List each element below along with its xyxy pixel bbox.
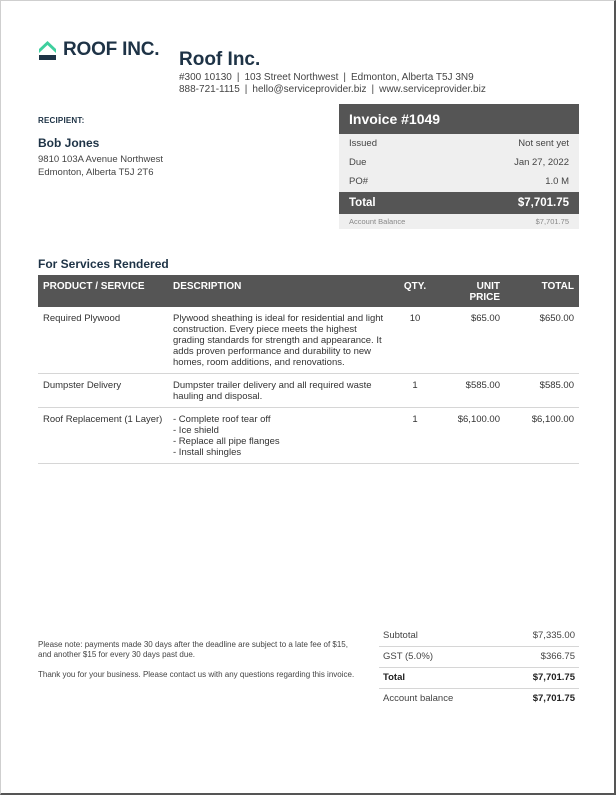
- row-unit-price: $6,100.00: [440, 408, 505, 464]
- invoice-total-label: Total: [349, 197, 376, 209]
- row-qty: 1: [390, 374, 440, 408]
- due-value: Jan 27, 2022: [514, 157, 569, 168]
- gst-value: $366.75: [540, 651, 575, 662]
- header-product: PRODUCT / SERVICE: [38, 275, 168, 307]
- row-product: Roof Replacement (1 Layer): [38, 408, 168, 464]
- description-item: - Replace all pipe flanges: [173, 436, 280, 447]
- company-email: hello@serviceprovider.biz: [252, 84, 367, 95]
- row-product: Required Plywood: [38, 307, 168, 374]
- totals-block: [379, 626, 579, 710]
- account-balance-row: [379, 689, 579, 710]
- company-name: Roof Inc.: [179, 49, 261, 70]
- description-item: - Complete roof tear off: [173, 414, 271, 425]
- company-phone: 888-721-1115: [179, 84, 240, 95]
- separator: |: [343, 72, 346, 83]
- recipient-address: [38, 153, 163, 179]
- row-total: $650.00: [505, 307, 579, 374]
- house-icon: [38, 40, 57, 60]
- separator: |: [236, 72, 240, 83]
- company-info: [179, 50, 486, 96]
- gst-row: [379, 647, 579, 668]
- recipient-name: Bob Jones: [38, 136, 100, 150]
- row-description: Plywood sheathing is ideal for residential and light construction. Every piece meets the highest grading standards for strength and appearance. It adds proven performance and durability to new homes, room additions, and renovations.: [168, 307, 390, 374]
- header-unit-price: [440, 275, 505, 307]
- invoice-balance-label: Account Balance: [349, 217, 406, 226]
- row-total: $6,100.00: [505, 408, 579, 464]
- company-contact-line: [179, 84, 486, 96]
- total-label: Total: [383, 672, 405, 683]
- invoice-balance-row: [339, 214, 579, 229]
- company-street: 103 Street Northwest: [244, 72, 339, 83]
- invoice-total-row: [339, 192, 579, 214]
- issued-label: Issued: [349, 138, 377, 149]
- table-row: [38, 408, 579, 464]
- row-total: $585.00: [505, 374, 579, 408]
- services-table: [38, 275, 579, 464]
- invoice-summary-box: [339, 104, 579, 229]
- row-product: Dumpster Delivery: [38, 374, 168, 408]
- description-item: - Ice shield: [173, 425, 219, 436]
- invoice-po-row: [339, 172, 579, 191]
- invoice-issued-row: [339, 134, 579, 153]
- header-total: TOTAL: [505, 275, 579, 307]
- description-item: - Install shingles: [173, 447, 242, 458]
- subtotal-label: Subtotal: [383, 630, 418, 641]
- row-qty: 1: [390, 408, 440, 464]
- subtotal-row: [379, 626, 579, 647]
- thank-you-note: Thank you for your business. Please contact us with any questions regarding this invoice.: [38, 670, 355, 679]
- company-address-line: [179, 72, 486, 84]
- row-qty: 10: [390, 307, 440, 374]
- invoice-title: Invoice #1049: [339, 104, 579, 134]
- row-description: Dumpster trailer delivery and all required waste hauling and disposal.: [168, 374, 390, 408]
- table-row: [38, 307, 579, 374]
- invoice-balance-value: $7,701.75: [535, 217, 569, 226]
- separator: |: [371, 84, 375, 95]
- invoice-total-value: $7,701.75: [517, 197, 569, 209]
- po-value: 1.0 M: [545, 176, 569, 187]
- header-unit-price-line2: PRICE: [469, 292, 500, 303]
- row-unit-price: $65.00: [440, 307, 505, 374]
- recipient-label: RECIPIENT:: [38, 116, 85, 125]
- invoice-note: [38, 640, 363, 680]
- company-city: Edmonton, Alberta T5J 3N9: [351, 72, 474, 83]
- due-label: Due: [349, 157, 367, 168]
- po-label: PO#: [349, 176, 369, 187]
- late-fee-note: Please note: payments made 30 days after the deadline are subject to a late fee of $15, and another $15 for every 30 days past due.: [38, 640, 348, 659]
- row-unit-price: $585.00: [440, 374, 505, 408]
- separator: |: [244, 84, 248, 95]
- services-title: For Services Rendered: [38, 257, 169, 271]
- gst-label: GST (5.0%): [383, 651, 433, 662]
- total-value: $7,701.75: [532, 672, 575, 683]
- logo-text: ROOF INC.: [63, 39, 160, 60]
- total-row: [379, 668, 579, 689]
- row-description: [168, 408, 390, 464]
- header-description: DESCRIPTION: [168, 275, 390, 307]
- header-unit-price-line1: UNIT: [476, 281, 500, 292]
- recipient-address-line2: Edmonton, Alberta T5J 2T6: [38, 167, 154, 178]
- issued-value: Not sent yet: [518, 138, 569, 149]
- invoice-due-row: [339, 153, 579, 172]
- company-logo: [38, 39, 159, 61]
- company-address: #300 10130: [179, 72, 232, 83]
- account-balance-label: Account balance: [383, 693, 454, 704]
- header-qty: QTY.: [390, 275, 440, 307]
- account-balance-value: $7,701.75: [532, 693, 575, 704]
- company-website: www.serviceprovider.biz: [379, 84, 486, 95]
- subtotal-value: $7,335.00: [532, 630, 575, 641]
- table-row: [38, 374, 579, 408]
- recipient-block: [38, 116, 163, 179]
- table-header-row: [38, 275, 579, 307]
- recipient-address-line1: 9810 103A Avenue Northwest: [38, 154, 164, 165]
